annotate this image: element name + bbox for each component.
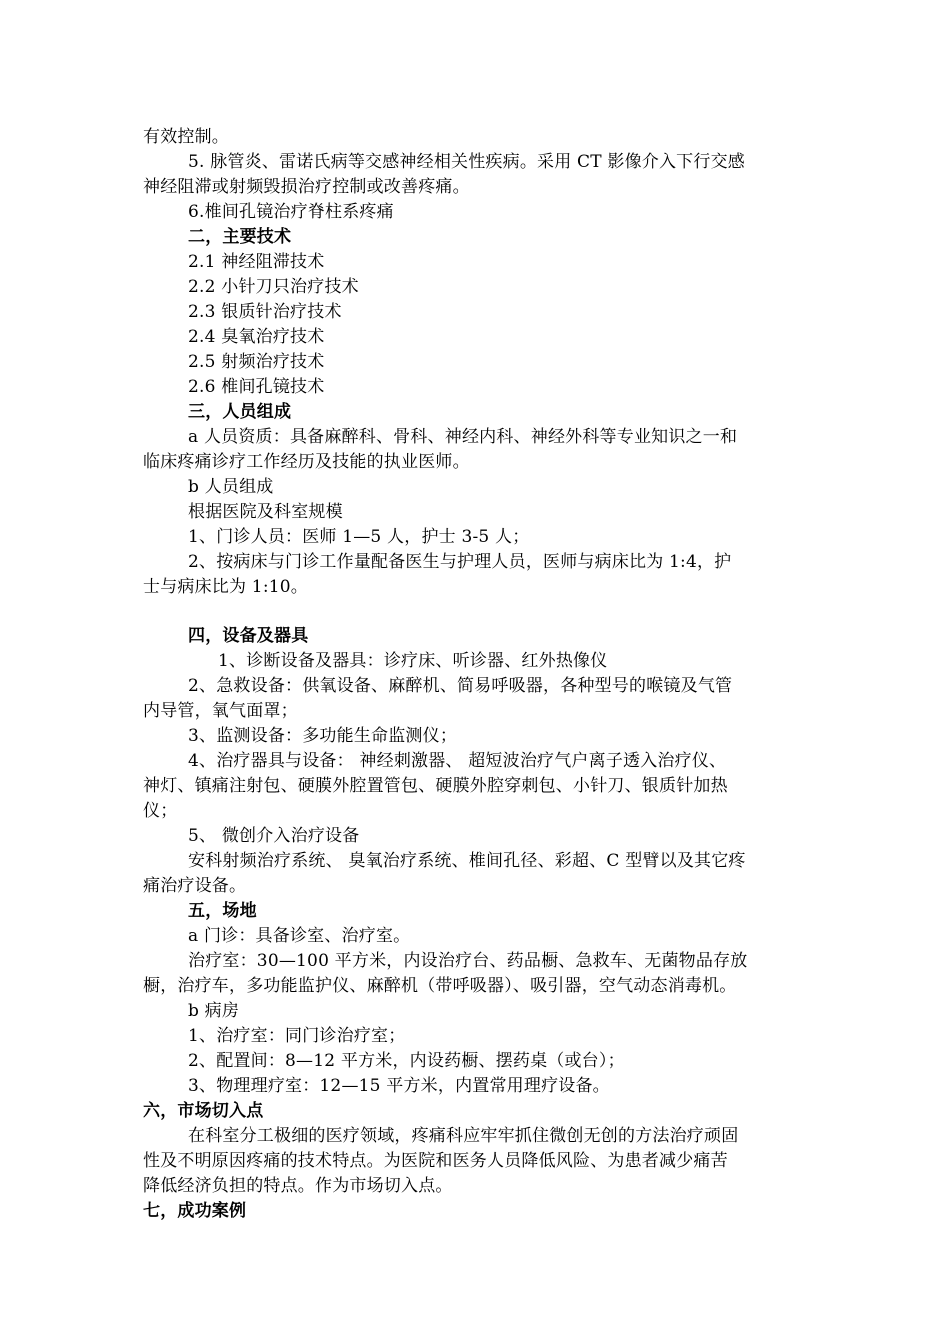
text-line: 2、按病床与门诊工作量配备医生与护理人员，医师与病床比为 1:4，护 [188, 552, 732, 572]
text-line: 治疗室：30—100 平方米，内设治疗台、药品橱、急救车、无菌物品存放 [188, 951, 748, 971]
text-line: 根据医院及科室规模 [188, 502, 343, 522]
text-line: 内导管，氧气面罩； [143, 701, 298, 721]
text-line: 2、急救设备：供氧设备、麻醉机、简易呼吸器，各种型号的喉镜及气管 [188, 676, 733, 696]
section-heading: 六，市场切入点 [143, 1101, 264, 1121]
text-line: 2.3 银质针治疗技术 [188, 302, 342, 322]
text-line: b 人员组成 [188, 477, 274, 497]
text-line: a 人员资质：具备麻醉科、骨科、神经内科、神经外科等专业知识之一和 [188, 427, 738, 447]
text-line: 仪； [143, 801, 178, 821]
text-line: 1、治疗室：同门诊治疗室； [188, 1026, 406, 1046]
text-line: 2、配置间：8—12 平方米，内设药橱、摆药桌（或台）； [188, 1051, 625, 1071]
text-line: 5. 脉管炎、雷诺氏病等交感神经相关性疾病。采用 CT 影像介入下行交感 [188, 152, 745, 172]
text-line: 4、治疗器具与设备： 神经刺激器、 超短波治疗气户离子透入治疗仪、 [188, 751, 727, 771]
text-line: 在科室分工极细的医疗领域，疼痛科应牢牢抓住微创无创的方法治疗顽固 [188, 1126, 739, 1146]
section-heading: 七，成功案例 [143, 1201, 247, 1221]
section-heading: 五，场地 [188, 901, 257, 921]
text-line: 安科射频治疗系统、 臭氧治疗系统、椎间孔径、彩超、C 型臂以及其它疼 [188, 851, 746, 871]
text-line: 2.5 射频治疗技术 [188, 352, 325, 372]
text-line: 神灯、镇痛注射包、硬膜外腔置管包、硬膜外腔穿刺包、小针刀、银质针加热 [143, 776, 728, 796]
text-line: 3、物理理疗室：12—15 平方米，内置常用理疗设备。 [188, 1076, 610, 1096]
text-line: 降低经济负担的特点。作为市场切入点。 [143, 1176, 453, 1196]
text-line: 2.4 臭氧治疗技术 [188, 327, 325, 347]
text-line: 1、门诊人员：医师 1—5 人，护士 3-5 人； [188, 527, 530, 547]
text-line: 临床疼痛诊疗工作经历及技能的执业医师。 [143, 452, 470, 472]
text-line: a 门诊：具备诊室、治疗室。 [188, 926, 411, 946]
text-line: b 病房 [188, 1001, 240, 1021]
text-line: 1、诊断设备及器具：诊疗床、听诊器、红外热像仪 [218, 651, 608, 671]
text-line: 痛治疗设备。 [143, 876, 247, 896]
text-line: 2.2 小针刀只治疗技术 [188, 277, 359, 297]
section-heading: 四，设备及器具 [188, 626, 309, 646]
text-line: 3、监测设备：多功能生命监测仪； [188, 726, 458, 746]
section-heading: 二，主要技术 [188, 227, 292, 247]
text-line: 神经阻滞或射频毁损治疗控制或改善疼痛。 [143, 177, 470, 197]
section-heading: 三，人员组成 [188, 402, 292, 422]
text-line: 5、 微创介入治疗设备 [188, 826, 360, 846]
text-line: 有效控制。 [143, 127, 229, 147]
text-line: 性及不明原因疼痛的技术特点。为医院和医务人员降低风险、为患者减少痛苦 [143, 1151, 728, 1171]
text-line: 6.椎间孔镜治疗脊柱系疼痛 [188, 202, 394, 222]
text-line: 2.1 神经阻滞技术 [188, 252, 325, 272]
text-line: 士与病床比为 1:10。 [143, 577, 308, 597]
text-line: 2.6 椎间孔镜技术 [188, 377, 325, 397]
text-line: 橱，治疗车，多功能监护仪、麻醉机（带呼吸器）、吸引器，空气动态消毒机。 [143, 976, 737, 996]
